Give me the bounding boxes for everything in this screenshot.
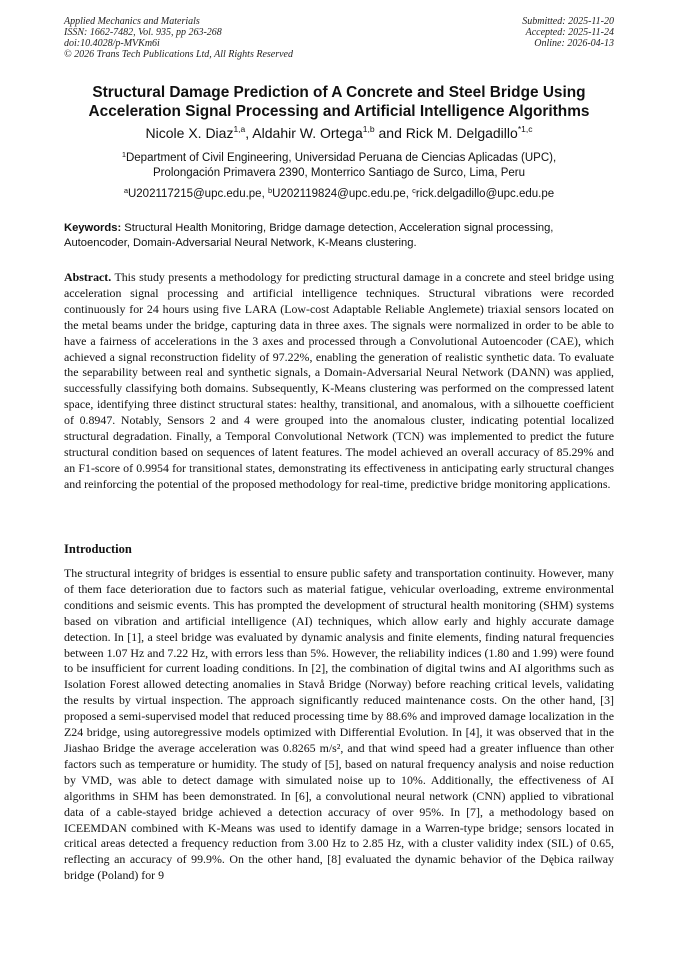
online-date: Online: 2026-04-13 bbox=[534, 38, 614, 49]
author-name: Aldahir W. Ortega bbox=[252, 125, 363, 141]
abstract-text: This study presents a methodology for predicting structural damage in a concrete and steel bridge using acceleration signal processing and artificial intelligence techniques. Structural vibrations were recorded continuously for 24 hours using five LARA (Low-cost Adaptable Reliable Anglemete) triaxial sensors located on the metal beams under the bridge, capturing data in three axes. The signals were normalized in order to be able to have a fairness of accelerations in the 3 axes and processed through a Convolutional Autoencoder (CAE), which achieved a signal reconstruction fidelity of 97.22%, enabling the generation of realistic synthetic data. To evaluate the separability between real and synthetic signals, a Domain-Adversarial Neural Network (DANN) was applied, successfully classifying both domains. Subsequently, K-Means clustering was performed on the compressed latent space, identifying three distinct structural states: healthy, transitional, and anomalous, with a silhouette coefficient of 0.8947. Notably, Sensors 2 and 4 were grouped into the anomalous cluster, indicating potential localized structural degradation. Finally, a Temporal Convolutional Network (TCN) was implemented to predict the future structural condition based on sequences of latent features. The model achieved an overall accuracy of 85.29% and an F1-score of 0.9954 for transitional states, demonstrating its effectiveness in anticipating early structural changes and reinforcing the potential of the proposed methodology for real-time, predictive bridge monitoring applications. bbox=[64, 270, 614, 491]
abstract-label: Abstract. bbox=[64, 270, 112, 284]
affiliation-line-2: Prolongación Primavera 2390, Monterrico Santiago de Surco, Lima, Peru bbox=[152, 167, 526, 179]
title-line-2: Acceleration Signal Processing and Artificial Intelligence Algorithms bbox=[88, 103, 590, 120]
email-link[interactable]: rick.delgadillo@upc.edu.pe bbox=[415, 188, 555, 200]
submitted-date: Submitted: 2025-11-20 bbox=[522, 16, 614, 27]
author-affiliation-mark: 1,b bbox=[362, 124, 375, 134]
title-line-1: Structural Damage Prediction of A Concrete and Steel Bridge Using bbox=[92, 84, 586, 101]
author-emails bbox=[64, 187, 614, 202]
paper-title bbox=[64, 83, 614, 121]
author-name: Nicole X. Diaz bbox=[145, 125, 234, 141]
copyright-line: © 2026 Trans Tech Publications Ltd, All Rights Reserved bbox=[64, 49, 293, 60]
affiliation-text: Department of Civil Engineering, Universidad Peruana de Ciencias Aplicadas (UPC), bbox=[125, 152, 557, 164]
issn-line: ISSN: 1662-7482, Vol. 935, pp 263-268 bbox=[64, 27, 222, 38]
journal-header-right bbox=[522, 16, 614, 49]
keywords-section bbox=[64, 221, 616, 250]
author-separator: and bbox=[374, 125, 406, 141]
author-affiliation-mark: 1,a bbox=[233, 124, 246, 134]
email-link[interactable]: U202117215@upc.edu.pe, bbox=[127, 188, 268, 200]
abstract-section bbox=[64, 270, 614, 493]
affiliation-mark: 1 bbox=[121, 150, 126, 159]
affiliation bbox=[64, 151, 614, 181]
keywords-label: Keywords: bbox=[64, 222, 122, 234]
introduction-body: The structural integrity of bridges is essential to ensure public safety and transportation continuity. However, many of them face deterioration due to factors such as material fatigue, vehicular overloading, extreme environmental conditions and seismic events. This has prompted the development of structural health monitoring (SHM) systems based on vibration and artificial intelligence (AI) techniques, which allow early and highly accurate damage detection. In [1], a steel bridge was evaluated by dynamic analysis and finite elements, finding natural frequencies between 1.07 Hz and 7.22 Hz, with errors less than 5%. However, the reliability indices (1.80 and 1.99) were found to be insufficient for current loading conditions. In [2], the combination of digital twins and AI algorithms such as Isolation Forest allowed detecting anomalies in Stavå Bridge (Norway) before reaching critical levels, validating the results by virtual inspection. The approach significantly reduced maintenance costs. On the other hand, [3] proposed a semi-supervised model that reduced processing time by 88.6% and improved damage localization in the Z24 bridge, using autoregressive models optimized with Differential Evolution. In [4], it was observed that in the Jiashao Bridge the average acceleration was 0.8265 m/s², and that wind speed had a greater influence than other factors such as temperature or humidity. The study of [5], based on natural frequency analysis and noise reduction by VMD, was able to detect damage with simulated noise up to 10%. Additionally, the effectiveness of AI algorithms in SHM has been demonstrated. In [6], a convolutional neural network (CNN) applied to vibrational data of a cable-stayed bridge achieved a detection accuracy of over 95%. In [7], a methodology based on ICEEMDAN combined with K-Means was used to identify damage in a Warren-type bridge; sensors located in critical areas detected a frequency reduction from 3.00 Hz to 2.85 Hz, with a cluster validity index (SIL) of 0.65, reflecting an accuracy of 99.9%. On the other hand, [8] evaluated the dynamic behavior of the Dębica railway bridge (Poland) for 9 bbox=[64, 566, 614, 883]
doi-line: doi:10.4028/p-MVKm6i bbox=[64, 38, 160, 49]
journal-header-left bbox=[64, 16, 293, 60]
introduction-heading: Introduction bbox=[64, 542, 132, 556]
email-mark: b bbox=[267, 186, 273, 195]
keywords-text: Structural Health Monitoring, Bridge damage detection, Acceleration signal processing, Autoencoder, Domain-Adversarial Neural Network, K-Means clustering. bbox=[64, 222, 554, 249]
email-link[interactable]: U202119824@upc.edu.pe, bbox=[272, 188, 413, 200]
affiliation-line-1 bbox=[64, 151, 614, 166]
author-list bbox=[64, 124, 614, 142]
email-mark: c bbox=[412, 186, 416, 195]
email-mark: a bbox=[123, 186, 128, 195]
author-separator: , bbox=[245, 125, 253, 141]
accepted-date: Accepted: 2025-11-24 bbox=[525, 27, 614, 38]
journal-name: Applied Mechanics and Materials bbox=[64, 16, 200, 27]
author-name: Rick M. Delgadillo bbox=[405, 125, 518, 141]
author-affiliation-mark: *1,c bbox=[517, 124, 533, 134]
